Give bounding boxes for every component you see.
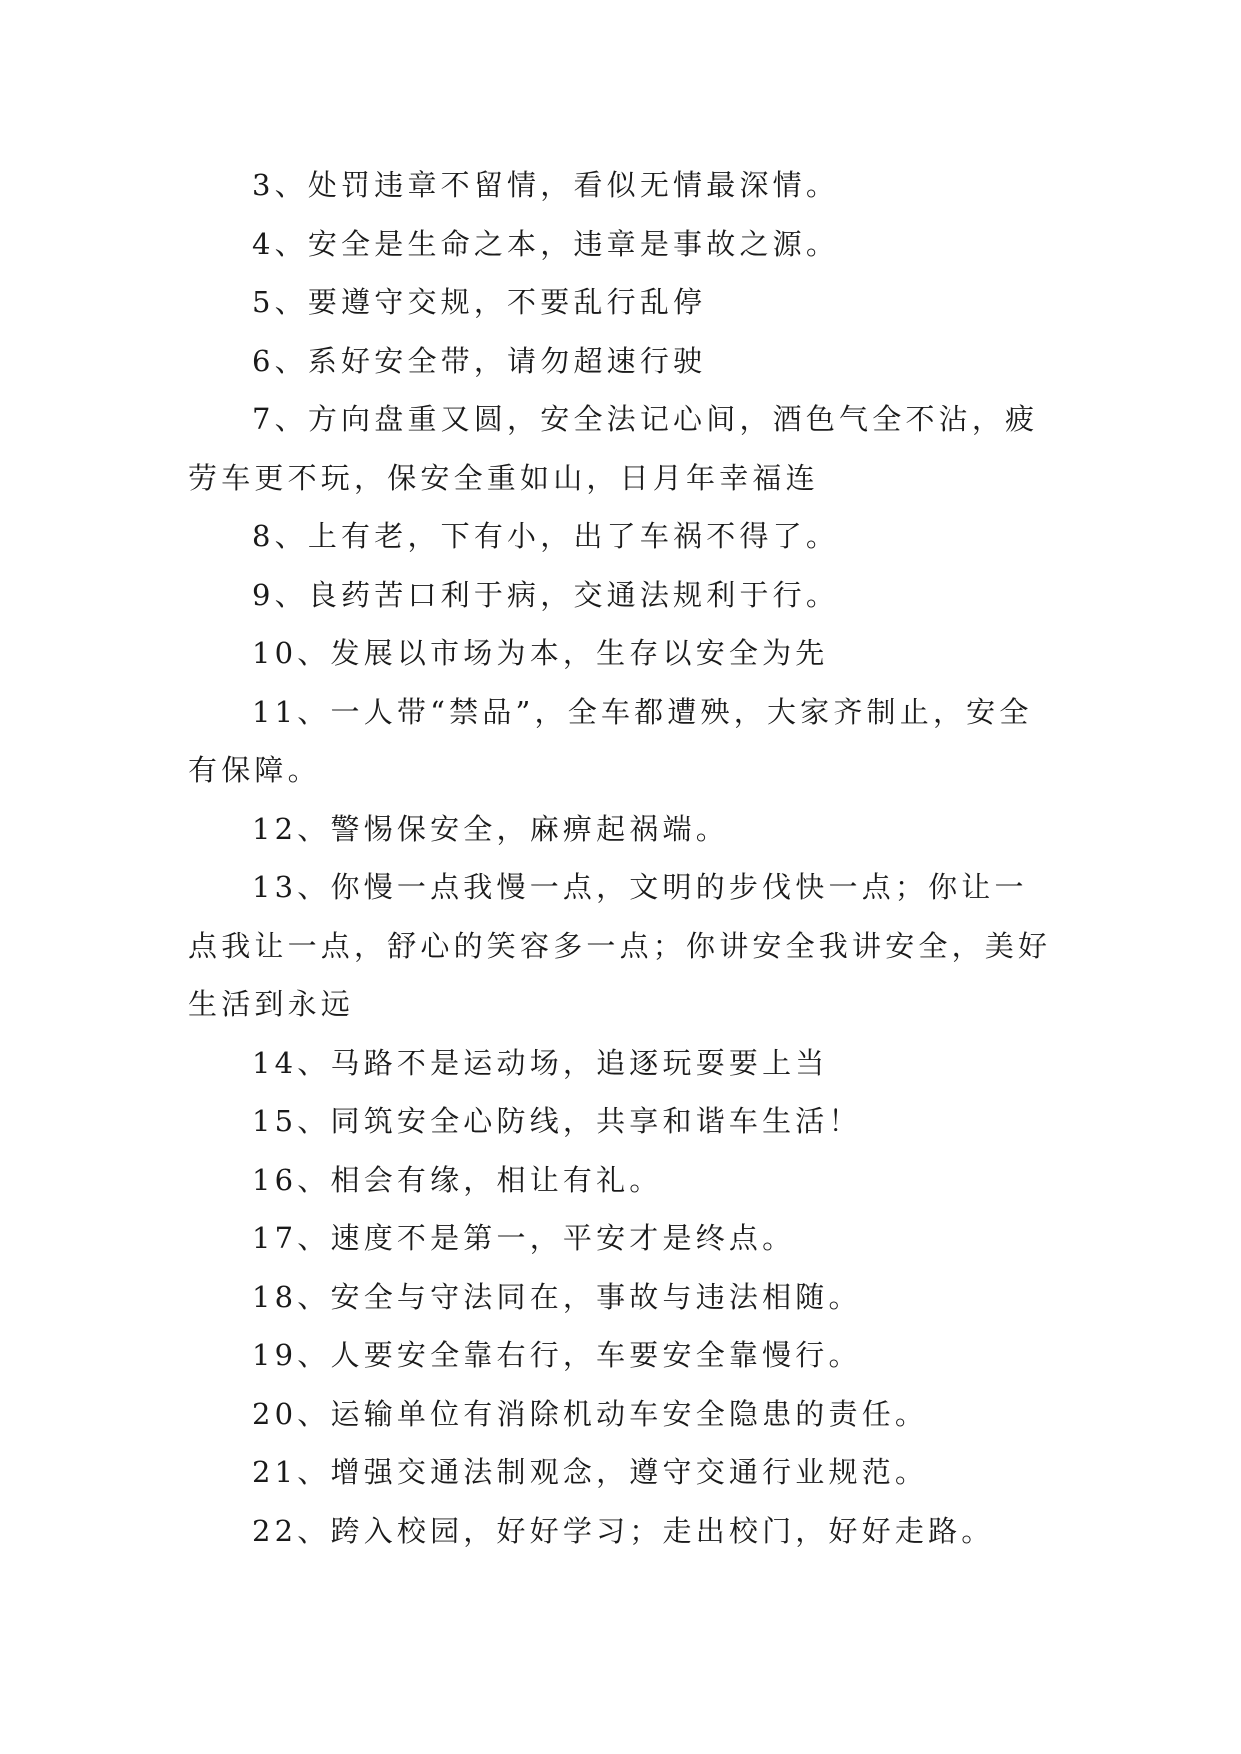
list-item: 17、速度不是第一，平安才是终点。 xyxy=(252,1221,796,1255)
list-item: 21、增强交通法制观念，遵守交通行业规范。 xyxy=(252,1455,929,1489)
list-item: 16、相会有缘，相让有礼。 xyxy=(252,1162,663,1197)
list-item: 22、跨入校园，好好学习；走出校门，好好走路。 xyxy=(252,1513,995,1548)
list-item: 4、安全是生命之本，违章是事故之源。 xyxy=(252,226,840,261)
list-item: 14、马路不是运动场，追逐玩耍要上当 xyxy=(252,1045,829,1080)
list-item: 3、处罚违章不留情，看似无情最深情。 xyxy=(252,168,840,202)
list-item: 18、安全与守法同在，事故与违法相随。 xyxy=(252,1279,862,1314)
list-item: 20、运输单位有消除机动车安全隐患的责任。 xyxy=(252,1396,929,1431)
list-item: 11、一人带“禁品”，全车都遭殃，大家齐制止，安全有保障。 xyxy=(188,694,1033,787)
list-item: 13、你慢一点我慢一点，文明的步伐快一点；你让一点我让一点，舒心的笑容多一点；你讲安全我讲安全，美好生活到永远 xyxy=(188,870,1052,1021)
list-item: 15、同筑安全心防线，共享和谐车生活！ xyxy=(252,1104,862,1138)
list-item: 10、发展以市场为本，生存以安全为先 xyxy=(252,636,829,670)
list-item: 8、上有老，下有小，出了车祸不得了。 xyxy=(252,519,840,553)
list-item: 7、方向盘重又圆，安全法记心间，酒色气全不沾，疲劳车更不玩，保安全重如山，日月年幸福连 xyxy=(188,402,1039,495)
list-item: 5、要遵守交规，不要乱行乱停 xyxy=(252,285,707,319)
list-item: 12、警惕保安全，麻痹起祸端。 xyxy=(252,811,729,846)
list-item: 19、人要安全靠右行，车要安全靠慢行。 xyxy=(252,1338,862,1372)
list-item: 6、系好安全带，请勿超速行驶 xyxy=(252,343,707,378)
list-item: 9、良药苦口利于病，交通法规利于行。 xyxy=(252,577,840,612)
slogan-list xyxy=(188,156,1056,1560)
